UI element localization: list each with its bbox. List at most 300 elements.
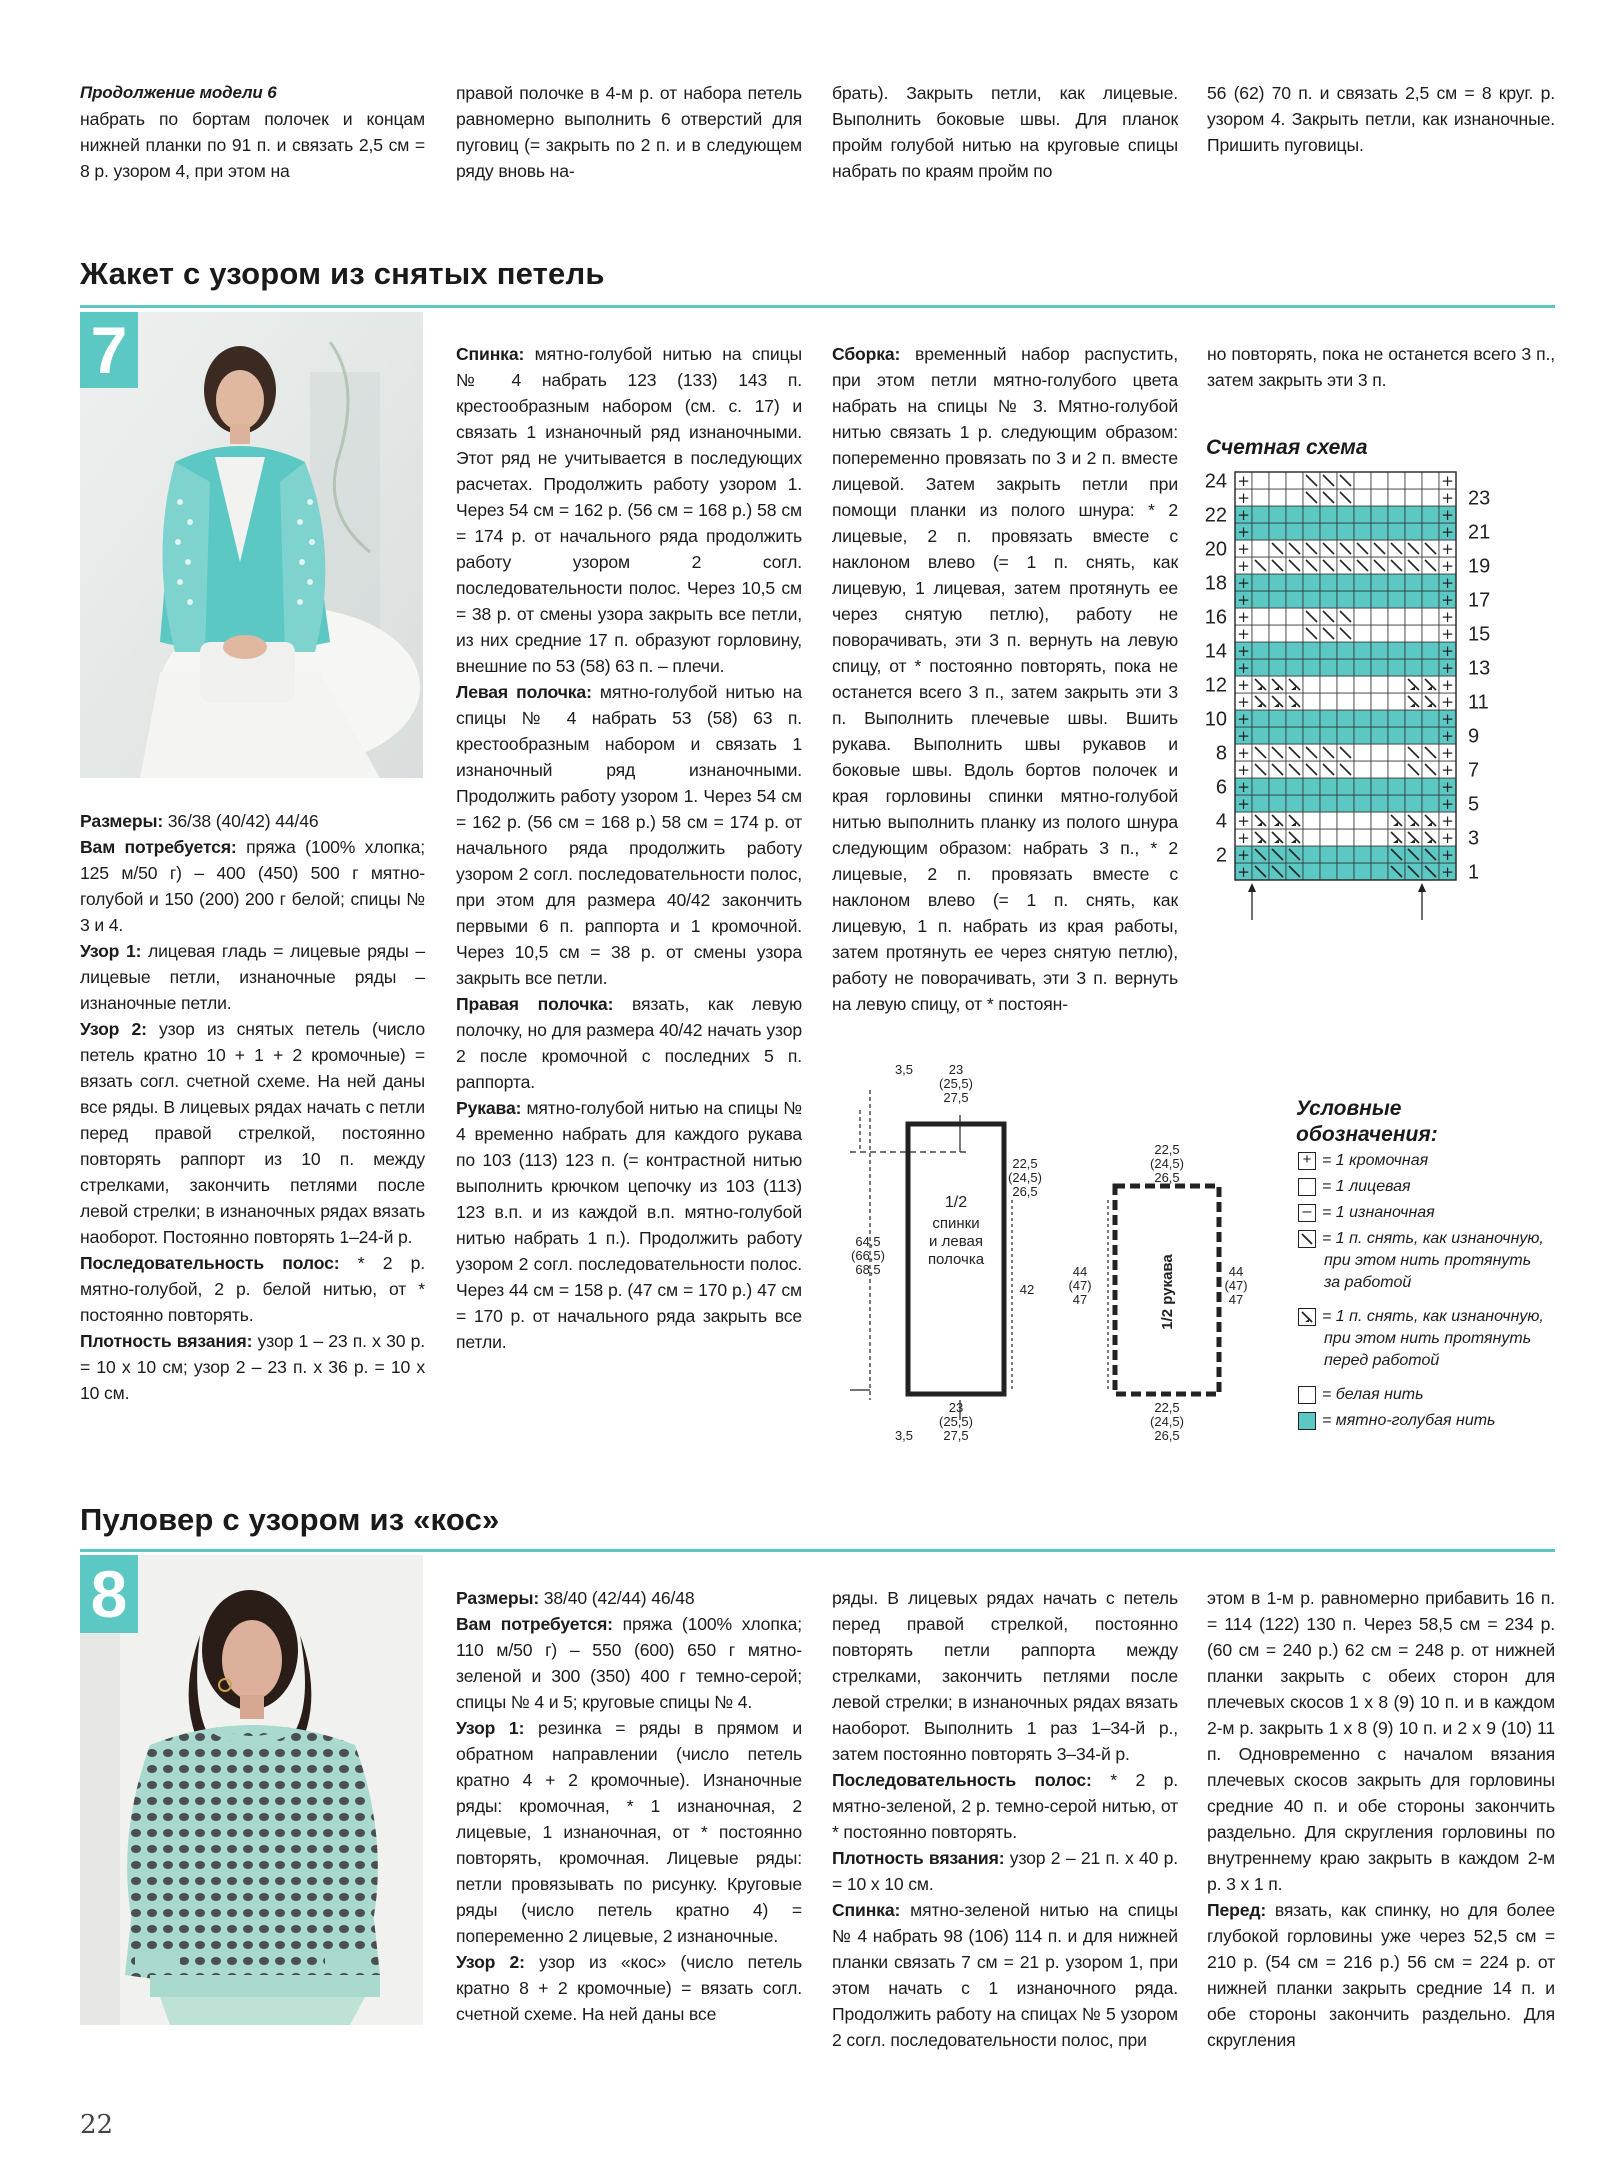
row-label-right: 1 xyxy=(1468,861,1480,884)
sizes-paragraph: Размеры: 38/40 (42/44) 46/48 xyxy=(456,1588,695,1608)
chart-cell xyxy=(1422,710,1439,727)
chart-cell xyxy=(1337,693,1354,710)
model-8-col-2 xyxy=(456,1585,802,2027)
legend-mint-yarn: = мятно-голубая нить xyxy=(1298,1410,1495,1432)
continuation-text: 56 (62) 70 п. и связать 2,5 см = 8 круг. р. узором 4. Закрыть петли, как изнаночные. Пришить пуговицы. xyxy=(1207,83,1555,155)
back-paragraph: Спинка: мятно-голубой нитью на спицы № 4 набрать 123 (133) 143 п. крестообразным набором (см. с. 17) и связать 1 изнаночный ряд изнаночными. Этот ряд не учитывается в последующих расчетах. Продолжить работу узором 1. Через 54 см = 162 р. (56 см = 168 р.) 58 см = 174 р. от начального ряда продолжить работу узором 2 согл. последовательности полос. Через 10,5 см = 38 р. от смены узора закрыть все петли, из них средние 17 п. образуют горловину, внешние по 53 (58) 63 п. – плечи. xyxy=(456,344,802,676)
chart-cell xyxy=(1422,506,1439,523)
chart-cell xyxy=(1388,608,1405,625)
chart-cell xyxy=(1320,812,1337,829)
chart-cell xyxy=(1252,574,1269,591)
chart-cell xyxy=(1388,642,1405,659)
chart-cell xyxy=(1320,710,1337,727)
chart-cell xyxy=(1337,591,1354,608)
edge-stitch-mark: + xyxy=(1441,625,1454,643)
edge-stitch-mark: + xyxy=(1237,625,1250,643)
chart-cell xyxy=(1371,829,1388,846)
chart-cell xyxy=(1320,574,1337,591)
chart-cell xyxy=(1337,727,1354,744)
chart-cell xyxy=(1371,642,1388,659)
chart-cell xyxy=(1354,574,1371,591)
back-top-dim-1: 3,5 xyxy=(894,1062,914,1077)
mint-yarn-swatch xyxy=(1298,1412,1316,1430)
chart-cell xyxy=(1286,659,1303,676)
section-rule xyxy=(80,305,1555,308)
sleeve-right-dim-3: 47 xyxy=(1228,1292,1244,1307)
edge-stitch-mark: + xyxy=(1441,778,1454,796)
chart-cell xyxy=(1286,727,1303,744)
sleeves-paragraph: Рукава: мятно-голубой нитью на спицы № 4 временно набрать для каждого рукава по 103 (113) 123 п. (= контрастной нитью выполнить крючком цепочку из 103 (113) 123 в.п. и из каждой в.п. мятно-голубой нитью набрать 1 п.). Продолжить работу узором 2 согл. последовательности полос. Через 44 см = 158 р. (47 см = 170 р.) 47 см = 170 р. от начального ряда закрыть все петли. xyxy=(456,1098,802,1352)
chart-cell xyxy=(1252,710,1269,727)
chart-cell xyxy=(1337,812,1354,829)
row-label-left: 24 xyxy=(1204,470,1227,493)
chart-cell xyxy=(1303,778,1320,795)
row-label-left: 14 xyxy=(1204,640,1227,663)
row-label-left: 22 xyxy=(1204,504,1227,527)
edge-stitch-mark: + xyxy=(1441,642,1454,660)
chart-cell xyxy=(1286,523,1303,540)
knit-stitch-icon xyxy=(1298,1178,1316,1196)
edge-stitch-mark: + xyxy=(1441,829,1454,847)
chart-cell xyxy=(1388,472,1405,489)
sleeve-left-dim-1: 44 xyxy=(1072,1264,1088,1279)
chart-cell xyxy=(1337,574,1354,591)
chart-cell xyxy=(1371,676,1388,693)
chart-cell xyxy=(1354,676,1371,693)
edge-stitch-mark: + xyxy=(1441,608,1454,626)
chart-cell xyxy=(1388,659,1405,676)
sleeve-top-dim-1: 22,5 xyxy=(1154,1142,1180,1157)
model-7-col-4 xyxy=(1207,341,1555,393)
edge-stitch-mark: + xyxy=(1441,812,1454,830)
chart-cell xyxy=(1422,489,1439,506)
model-8-title: Пуловер с узором из «кос» xyxy=(80,1502,500,1537)
back-bottom-dim-4: 3,5 xyxy=(894,1428,914,1443)
chart-cell xyxy=(1320,778,1337,795)
chart-cell xyxy=(1354,608,1371,625)
chart-cell xyxy=(1371,710,1388,727)
legend-white-yarn: = белая нить xyxy=(1298,1384,1424,1406)
edge-stitch-mark: + xyxy=(1441,676,1454,694)
chart-cell xyxy=(1371,472,1388,489)
gauge-paragraph: Плотность вязания: узор 2 – 21 п. х 40 р. = 10 х 10 см. xyxy=(832,1848,1179,1894)
chart-cell xyxy=(1422,778,1439,795)
chart-cell xyxy=(1269,506,1286,523)
chart-cell xyxy=(1303,710,1320,727)
edge-stitch-mark: + xyxy=(1237,795,1250,813)
chart-cell xyxy=(1405,795,1422,812)
chart-cell xyxy=(1337,829,1354,846)
sleeve-right-dim-2: (47) xyxy=(1224,1278,1248,1293)
edge-stitch-mark: + xyxy=(1237,523,1250,541)
edge-stitch-mark: + xyxy=(1441,659,1454,677)
chart-cell xyxy=(1371,608,1388,625)
chart-cell xyxy=(1286,795,1303,812)
legend-title-line-1: Условные xyxy=(1296,1097,1402,1120)
chart-cell xyxy=(1320,795,1337,812)
back-right-dim-1: 22,5 xyxy=(1012,1156,1038,1171)
chart-cell xyxy=(1422,795,1439,812)
chart-cell xyxy=(1286,642,1303,659)
chart-cell xyxy=(1252,506,1269,523)
chart-cell xyxy=(1371,778,1388,795)
chart-cell xyxy=(1252,625,1269,642)
chart-cell xyxy=(1371,489,1388,506)
sleeve-label: 1/2 рукава xyxy=(1159,1254,1176,1330)
chart-cell xyxy=(1303,812,1320,829)
back-bottom-dim-1: 23 xyxy=(948,1400,964,1415)
chart-cell xyxy=(1422,659,1439,676)
chart-cell xyxy=(1371,659,1388,676)
legend-title xyxy=(1296,1096,1438,1148)
edge-stitch-mark: + xyxy=(1237,710,1250,728)
chart-cell xyxy=(1303,591,1320,608)
chart-cell xyxy=(1303,642,1320,659)
chart-cell xyxy=(1422,523,1439,540)
chart-cell xyxy=(1337,795,1354,812)
chart-cell xyxy=(1320,642,1337,659)
chart-cell xyxy=(1337,676,1354,693)
chart-cell xyxy=(1422,608,1439,625)
edge-stitch-mark: + xyxy=(1441,693,1454,711)
chart-cell xyxy=(1405,710,1422,727)
pattern-2-paragraph: Узор 2: узор из «кос» (число петель кратно 8 + 2 кромочные) = вязать согл. счетной схеме. На ней даны все xyxy=(456,1952,802,2024)
row-label-left: 12 xyxy=(1204,674,1227,697)
edge-stitch-mark: + xyxy=(1237,727,1250,745)
edge-stitch-mark: + xyxy=(1441,761,1454,779)
chart-cell xyxy=(1320,506,1337,523)
chart-cell xyxy=(1337,506,1354,523)
chart-cell xyxy=(1320,693,1337,710)
row-label-left: 2 xyxy=(1215,844,1227,867)
edge-stitch-icon: + xyxy=(1298,1152,1316,1170)
edge-stitch-mark: + xyxy=(1441,591,1454,609)
chart-cell xyxy=(1337,863,1354,880)
chart-cell xyxy=(1320,863,1337,880)
chart-cell xyxy=(1388,574,1405,591)
back-mid-dim: 42 xyxy=(1019,1282,1035,1297)
chart-cell xyxy=(1320,659,1337,676)
chart-cell xyxy=(1405,472,1422,489)
back-label-2: спинки xyxy=(932,1215,980,1232)
chart-cell xyxy=(1354,591,1371,608)
edge-stitch-mark: + xyxy=(1441,506,1454,524)
chart-cell xyxy=(1354,472,1371,489)
chart-cell xyxy=(1320,523,1337,540)
back-top-dim-2: 23 xyxy=(948,1062,964,1077)
chart-cell xyxy=(1303,659,1320,676)
chart-cell xyxy=(1388,710,1405,727)
chart-cell xyxy=(1388,506,1405,523)
legend-edge: + = 1 кромочная xyxy=(1298,1150,1428,1172)
edge-stitch-mark: + xyxy=(1441,727,1454,745)
chart-cell xyxy=(1303,506,1320,523)
chart-cell xyxy=(1354,744,1371,761)
edge-stitch-mark: + xyxy=(1237,693,1250,711)
chart-cell xyxy=(1303,829,1320,846)
repeat-arrow-right-head xyxy=(1248,883,1256,892)
chart-cell xyxy=(1354,727,1371,744)
chart-cell xyxy=(1320,829,1337,846)
edge-stitch-mark: + xyxy=(1237,744,1250,762)
chart-cell xyxy=(1405,574,1422,591)
chart-cell xyxy=(1371,574,1388,591)
chart-cell xyxy=(1269,710,1286,727)
continuation-col-3 xyxy=(832,80,1178,184)
edge-stitch-mark: + xyxy=(1441,795,1454,813)
back-right-dim-3: 26,5 xyxy=(1012,1184,1038,1199)
back-label-4: полочка xyxy=(927,1251,985,1268)
continuation-heading: Продолжение модели 6 xyxy=(80,83,277,102)
chart-cell xyxy=(1371,761,1388,778)
edge-stitch-mark: + xyxy=(1237,506,1250,524)
sleeve-bottom-dim-2: (24,5) xyxy=(1150,1414,1184,1429)
chart-cell xyxy=(1371,693,1388,710)
edge-stitch-mark: + xyxy=(1237,574,1250,592)
row-label-left: 18 xyxy=(1204,572,1227,595)
stripe-sequence-paragraph: Последовательность полос: * 2 р. мятно-зеленой, 2 р. темно-серой нитью, от * постоянно повторять. xyxy=(832,1770,1178,1842)
chart-cell xyxy=(1286,574,1303,591)
back-right-dim-2: (24,5) xyxy=(1008,1170,1042,1185)
chart-cell xyxy=(1269,795,1286,812)
chart-cell xyxy=(1286,489,1303,506)
chart-cell xyxy=(1371,625,1388,642)
chart-cell xyxy=(1354,625,1371,642)
chart-cell xyxy=(1303,795,1320,812)
edge-stitch-mark: + xyxy=(1237,591,1250,609)
legend-slip-back: = 1 п. снять, как изнаночную, при этом нить протянуть за работой xyxy=(1298,1228,1544,1294)
chart-cell xyxy=(1388,727,1405,744)
garment-schematic xyxy=(840,1060,1248,1450)
chart-cell xyxy=(1354,863,1371,880)
assembly-paragraph: Сборка: временный набор распустить, при этом петли мятно-голубого цвета набрать на спицы № 3. Мятно-голубой нитью связать 1 р. следующим образом: попеременно провязать по 3 и 2 п. вместе лицевой. Затем закрыть петли при помощи планки из полого шнура: * 2 лицевые, 2 п. провязать вместе с наклоном влево (= 1 п. снять, как лицевую, 1 лицевая, затем протянуть ее через снятую петлю), работу не поворачивать, эти 3 п. вернуть на левую спицу, от * постоянно повторять, пока не останется всего 3 п., затем закрыть эти 3 п. Выполнить плечевые швы. Вшить рукава. Выполнить швы рукавов и боковые швы. Вдоль бортов полочек и края горловины спинки мятно-голубой нитью выполнить планку из полого шнура следующим образом: набрать 3 п., * 2 лицевые, 2 п. провязать вместе с наклоном влево (= 1 п. снять, как лицевую, 1 п. набрать из края работы, затем протянуть ее через снятую петлю), работу не поворачивать, эти 3 п. вернуть на левую спицу, от * постоян- xyxy=(832,344,1178,1014)
chart-cell xyxy=(1422,642,1439,659)
chart-cell xyxy=(1269,472,1286,489)
chart-cell xyxy=(1354,710,1371,727)
chart-cell xyxy=(1303,693,1320,710)
chart-cell xyxy=(1320,846,1337,863)
chart-cell xyxy=(1269,591,1286,608)
sleeve-left-dim-3: 47 xyxy=(1072,1292,1088,1307)
edge-stitch-mark: + xyxy=(1441,846,1454,864)
chart-cell xyxy=(1388,744,1405,761)
continuation-text: правой полочке в 4-м р. от набора петель равномерно выполнить 6 отверстий для пуговиц (= закрыть по 2 п. и в следующем ряду вновь на- xyxy=(456,83,802,181)
chart-cell xyxy=(1388,795,1405,812)
chart-cell xyxy=(1286,778,1303,795)
chart-title: Счетная схема xyxy=(1206,436,1368,459)
model-8-number: 8 xyxy=(80,1555,138,1633)
edge-stitch-mark: + xyxy=(1441,523,1454,541)
edge-stitch-mark: + xyxy=(1237,863,1250,881)
edge-stitch-mark: + xyxy=(1237,676,1250,694)
row-label-left: 20 xyxy=(1204,538,1227,561)
purl-stitch-icon: – xyxy=(1298,1204,1316,1222)
chart-cell xyxy=(1422,727,1439,744)
chart-cell xyxy=(1252,540,1269,557)
chart-cell xyxy=(1252,608,1269,625)
chart-cell xyxy=(1405,489,1422,506)
chart-cell xyxy=(1371,727,1388,744)
right-front-paragraph: Правая полочка: вязать, как левую полочку, но для размера 40/42 начать узор 2 после кромочной с последних 5 п. раппорта. xyxy=(456,994,802,1092)
chart-cell xyxy=(1320,676,1337,693)
back-bottom-dim-2: (25,5) xyxy=(939,1414,973,1429)
row-label-right: 17 xyxy=(1468,589,1491,612)
gauge-paragraph: Плотность вязания: узор 1 – 23 п. х 30 р. = 10 х 10 см; узор 2 – 23 п. х 36 р. = 10 х 10 см. xyxy=(80,1331,426,1403)
chart-cell xyxy=(1269,523,1286,540)
sleeve-top-dim-2: (24,5) xyxy=(1150,1156,1184,1171)
row-label-left: 16 xyxy=(1204,606,1227,629)
row-label-left: 4 xyxy=(1215,810,1227,833)
sleeve-top-dim-3: 26,5 xyxy=(1154,1170,1180,1185)
back-top-dim-4: 27,5 xyxy=(943,1090,969,1105)
chart-cell xyxy=(1303,846,1320,863)
back-left-dim-3: 68,5 xyxy=(855,1262,881,1277)
continuation-text: набрать по бортам полочек и концам нижней планки по 91 п. и связать 2,5 см = 8 р. узором 4, при этом на xyxy=(80,109,425,181)
chart-cell xyxy=(1405,591,1422,608)
chart-cell xyxy=(1337,523,1354,540)
chart-cell xyxy=(1388,625,1405,642)
sleeve-left-dim-2: (47) xyxy=(1068,1278,1092,1293)
chart-cell xyxy=(1422,591,1439,608)
edge-stitch-mark: + xyxy=(1237,812,1250,830)
model-7-col-2 xyxy=(456,341,802,1355)
chart-cell xyxy=(1354,693,1371,710)
chart-cell xyxy=(1371,744,1388,761)
legend-purl: – = 1 изнаночная xyxy=(1298,1202,1435,1224)
continuation-col-1 xyxy=(80,80,425,184)
chart-cell xyxy=(1286,608,1303,625)
row-label-right: 19 xyxy=(1468,555,1491,578)
back-left-dim-2: (66,5) xyxy=(851,1248,885,1263)
chart-cell xyxy=(1286,710,1303,727)
chart-cell xyxy=(1252,489,1269,506)
chart-cell xyxy=(1354,523,1371,540)
chart-cell xyxy=(1286,591,1303,608)
continuation-col-2 xyxy=(456,80,802,184)
row-label-right: 3 xyxy=(1468,827,1480,850)
chart-cell xyxy=(1405,727,1422,744)
chart-cell xyxy=(1269,659,1286,676)
edge-stitch-mark: + xyxy=(1441,489,1454,507)
page-number: 22 xyxy=(80,2110,114,2140)
back-continuation: этом в 1-м р. равномерно прибавить 16 п. = 114 (122) 130 п. Через 58,5 см = 234 р. (60 см = 240 р.) 62 см = 248 р. от нижней планки закрыть с обеих сторон для плечевых скосов 1 х 8 (9) 10 п. и в каждом 2-м р. закрыть 1 х 8 (9) 10 п. и 2 х 9 (10) 11 п. Одновременно с началом вязания плечевых скосов закрыть для горловины средние 40 п. и обе стороны закончить раздельно. Для скругления горловины по внутреннему краю закрыть в каждом 2-м р. 3 х 1 п. xyxy=(1207,1588,1555,1894)
edge-stitch-mark: + xyxy=(1441,744,1454,762)
chart-cell xyxy=(1252,642,1269,659)
chart-cell xyxy=(1286,625,1303,642)
row-label-right: 23 xyxy=(1468,487,1491,510)
back-paragraph: Спинка: мятно-зеленой нитью на спицы № 4 набрать 98 (106) 114 п. и для нижней планки связать 7 см = 21 р. узором 1, при этом начать с 1 изнаночного ряда. Продолжить работу на спицах № 5 узором 2 согл. последовательности полос, при xyxy=(832,1900,1178,2050)
stripe-sequence-paragraph: Последовательность полос: * 2 р. мятно-голубой, 2 р. белой нитью, от * постоянно повторять. xyxy=(80,1253,425,1325)
chart-cell xyxy=(1269,642,1286,659)
row-label-right: 11 xyxy=(1468,691,1489,714)
chart-cell xyxy=(1405,642,1422,659)
slip-back-icon xyxy=(1298,1230,1316,1248)
chart-cell xyxy=(1320,727,1337,744)
row-label-right: 13 xyxy=(1468,657,1491,680)
chart-cell xyxy=(1405,778,1422,795)
chart-cell xyxy=(1354,795,1371,812)
chart-cell xyxy=(1388,761,1405,778)
edge-stitch-mark: + xyxy=(1237,540,1250,558)
edge-stitch-mark: + xyxy=(1237,761,1250,779)
chart-cell xyxy=(1337,778,1354,795)
chart-cell xyxy=(1286,506,1303,523)
chart-cell xyxy=(1269,608,1286,625)
counting-chart xyxy=(1195,462,1595,1082)
chart-cell xyxy=(1354,846,1371,863)
edge-stitch-mark: + xyxy=(1237,472,1250,490)
chart-cell xyxy=(1371,846,1388,863)
chart-cell xyxy=(1286,472,1303,489)
back-label-3: и левая xyxy=(929,1233,983,1250)
edge-stitch-mark: + xyxy=(1441,472,1454,490)
chart-cell xyxy=(1388,591,1405,608)
edge-stitch-mark: + xyxy=(1237,557,1250,575)
chart-cell xyxy=(1422,472,1439,489)
edge-stitch-mark: + xyxy=(1441,863,1454,881)
left-front-paragraph: Левая полочка: мятно-голубой нитью на спицы № 4 набрать 53 (58) 63 п. крестообразным набором и связать 1 изнаночный ряд изнаночными. Продолжить работу узором 1. Через 54 см = 162 р. (56 см = 168 р.) 58 см = 174 р. от начального ряда продолжить работу узором 2 согл. последовательности полос, при этом для размера 40/42 закончить первыми 6 п. раппорта и 1 кромочной. Через 10,5 см = 38 р. от смены узора закрыть все петли. xyxy=(456,682,802,988)
chart-cell xyxy=(1252,778,1269,795)
model-8-col-4 xyxy=(1207,1585,1555,2053)
chart-cell xyxy=(1405,506,1422,523)
pattern-2-paragraph: Узор 2: узор из снятых петель (число петель кратно 10 + 1 + 2 кромочные) = вязать согл. счетной схеме. На ней даны все ряды. В лицевых рядах начать с петли перед правой стрелкой, постоянно повторять раппорт из 10 п. между стрелками, закончить петлями после левой стрелки; в изнаночных рядах вязать наоборот. Постоянно повторять 1–24-й р. xyxy=(80,1019,425,1247)
row-label-right: 21 xyxy=(1468,521,1491,544)
rows-paragraph: ряды. В лицевых рядах начать с петель перед правой стрелкой, постоянно повторять петли раппорта между стрелками, закончить петлями после левой стрелки; в изнаночных рядах вязать наоборот. Выполнить 1 раз 1–34-й р., затем постоянно повторять 3–34-й р. xyxy=(832,1588,1178,1764)
legend-slip-front: = 1 п. снять, как изнаночную, при этом нить протянуть перед работой xyxy=(1298,1306,1544,1372)
edge-stitch-mark: + xyxy=(1237,659,1250,677)
model-8-col-3 xyxy=(832,1585,1178,2053)
pattern-1-paragraph: Узор 1: лицевая гладь = лицевые ряды – лицевые петли, изнаночные ряды – изнаночные петли. xyxy=(80,941,425,1013)
row-label-right: 5 xyxy=(1468,793,1480,816)
chart-cell xyxy=(1252,472,1269,489)
model-7-col-3 xyxy=(832,341,1178,1017)
edge-stitch-mark: + xyxy=(1237,846,1250,864)
chart-cell xyxy=(1303,676,1320,693)
back-label-1: 1/2 xyxy=(944,1194,968,1211)
chart-cell xyxy=(1303,523,1320,540)
sleeve-bottom-dim-1: 22,5 xyxy=(1154,1400,1180,1415)
legend-title-line-2: обозначения: xyxy=(1296,1123,1438,1146)
chart-cell xyxy=(1388,489,1405,506)
chart-cell xyxy=(1405,625,1422,642)
chart-cell xyxy=(1354,829,1371,846)
chart-cell xyxy=(1303,727,1320,744)
model-7-number: 7 xyxy=(80,312,138,388)
chart-cell xyxy=(1422,574,1439,591)
back-top-dim-3: (25,5) xyxy=(939,1076,973,1091)
edge-stitch-mark: + xyxy=(1237,608,1250,626)
chart-cell xyxy=(1354,659,1371,676)
continuation-col-4 xyxy=(1207,80,1555,158)
chart-cell xyxy=(1320,591,1337,608)
chart-cell xyxy=(1354,778,1371,795)
model-7-col-1 xyxy=(80,808,425,1406)
continuation-text: брать). Закрыть петли, как лицевые. Выполнить боковые швы. Для планок пройм голубой нитью на круговые спицы набрать по краям пройм по xyxy=(832,83,1178,181)
chart-cell xyxy=(1371,812,1388,829)
chart-cell xyxy=(1252,727,1269,744)
row-label-right: 9 xyxy=(1468,725,1480,748)
chart-cell xyxy=(1405,659,1422,676)
chart-cell xyxy=(1388,778,1405,795)
chart-cell xyxy=(1371,795,1388,812)
edge-stitch-mark: + xyxy=(1237,829,1250,847)
materials-paragraph: Вам потребуется: пряжа (100% хлопка; 125 м/50 г) – 400 (450) 500 г мятно-голубой и 150 (200) 200 г белой; спицы № 3 и 4. xyxy=(80,837,425,935)
legend-knit: = 1 лицевая xyxy=(1298,1176,1411,1198)
edge-stitch-mark: + xyxy=(1441,540,1454,558)
chart-cell xyxy=(1422,625,1439,642)
chart-cell xyxy=(1252,523,1269,540)
chart-cell xyxy=(1337,642,1354,659)
